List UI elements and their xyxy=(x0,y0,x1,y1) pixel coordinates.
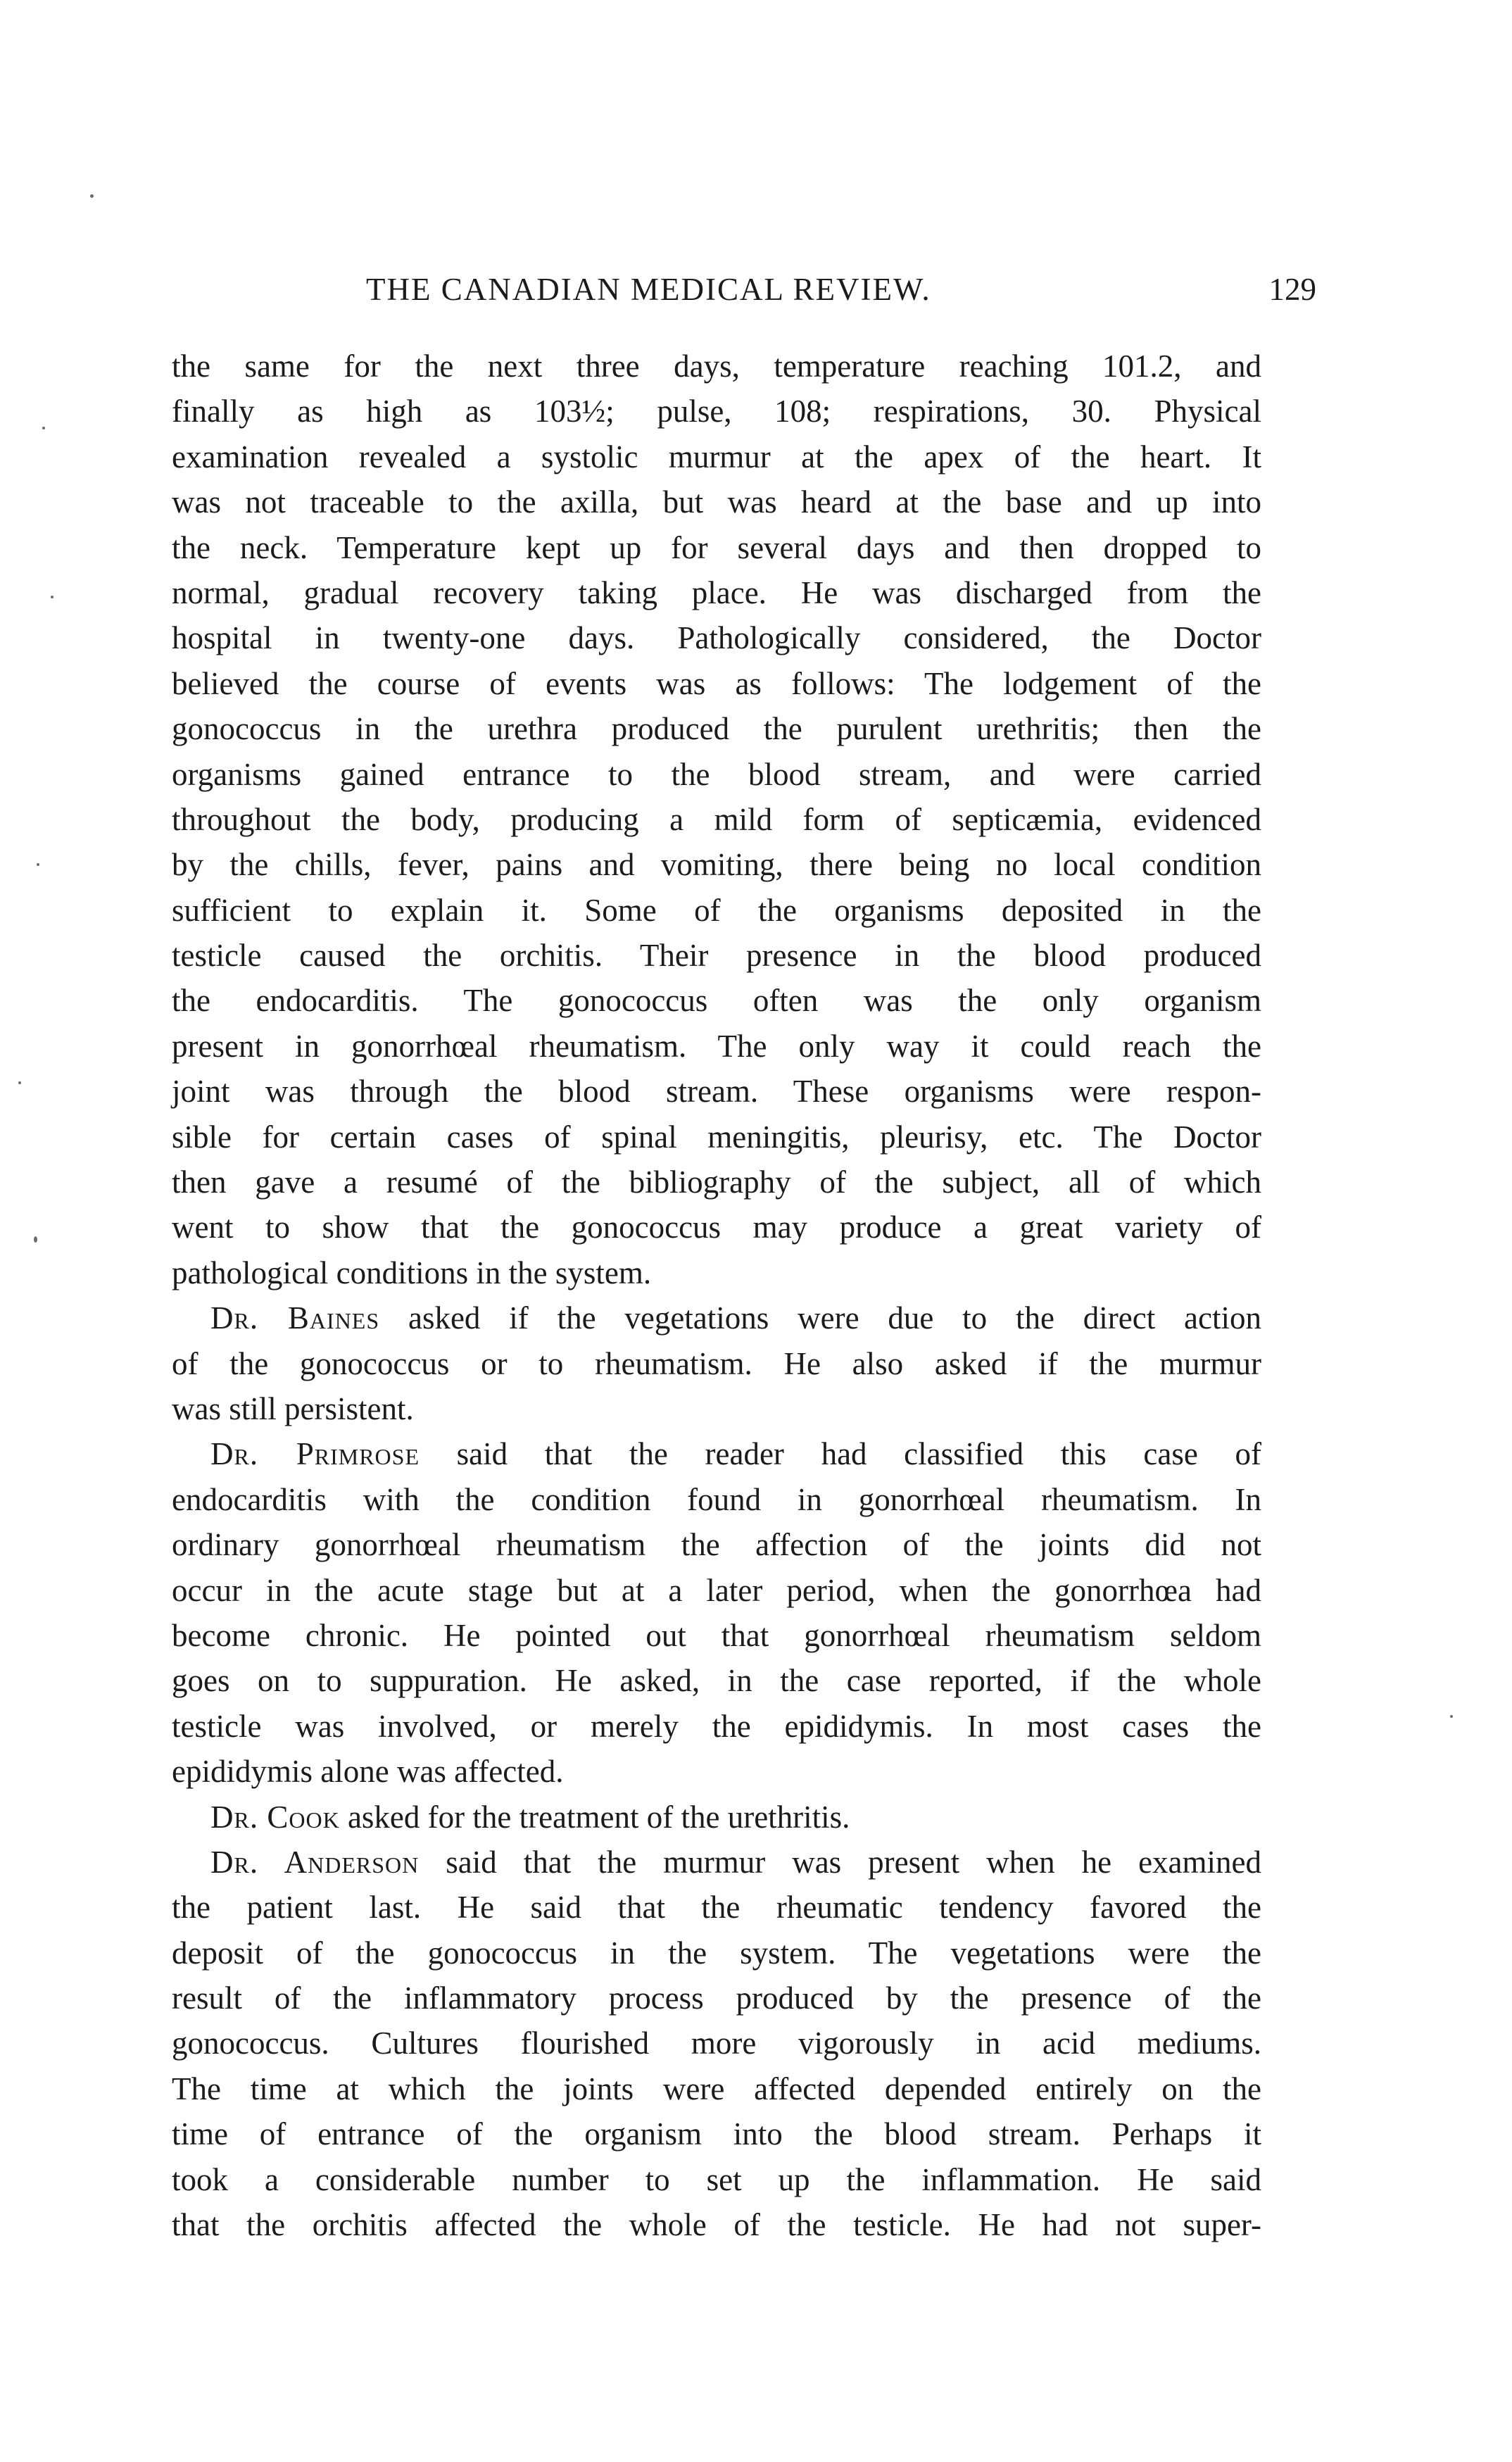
text-line: gonococcus in the urethra produced the purulent urethritis; then the xyxy=(172,711,1261,747)
text-line: organisms gained entrance to the blood stream, and were carried xyxy=(172,756,1261,792)
page-header xyxy=(169,271,1316,313)
paragraph-first-line xyxy=(172,1431,1261,1476)
text-line: ordinary gonorrhœal rheumatism the affection of the joints did not xyxy=(172,1527,1261,1563)
text-line: joint was through the blood stream. These organisms were respon- xyxy=(172,1074,1261,1110)
scan-speck xyxy=(90,194,94,198)
scan-speck xyxy=(18,1081,21,1084)
text-line: the patient last. He said that the rheumatic tendency favored the xyxy=(172,1890,1261,1926)
paragraph-first-line xyxy=(172,1795,1261,1840)
text-line: went to show that the gonococcus may produce a great variety of xyxy=(172,1210,1261,1245)
text-line: believed the course of events was as follows: The lodgement of the xyxy=(172,665,1261,701)
speaker-name: Dr. Baines xyxy=(210,1300,380,1336)
text-run: said that the murmur was present when he examined xyxy=(419,1844,1262,1880)
text-line: occur in the acute stage but at a later period, when the gonorrhœa had xyxy=(172,1572,1261,1608)
text-line: examination revealed a systolic murmur at the apex of the heart. It xyxy=(172,439,1261,475)
text-run: asked for the treatment of the urethritis. xyxy=(339,1799,850,1835)
text-line: endocarditis with the condition found in gonorrhœal rheumatism. In xyxy=(172,1481,1261,1517)
text-line: was still persistent. xyxy=(172,1390,414,1426)
text-line: epididymis alone was affected. xyxy=(172,1754,564,1790)
text-line: finally as high as 103½; pulse, 108; respirations, 30. Physical xyxy=(172,394,1261,429)
scan-speck xyxy=(37,863,39,866)
text-line: of the gonococcus or to rheumatism. He also asked if the murmur xyxy=(172,1345,1261,1381)
text-line: present in gonorrhœal rheumatism. The only way it could reach the xyxy=(172,1028,1261,1064)
page-number: 129 xyxy=(1268,272,1316,307)
text-line: that the orchitis affected the whole of the testicle. He had not super- xyxy=(172,2207,1261,2243)
paragraph-first-line xyxy=(172,1295,1261,1340)
text-line: by the chills, fever, pains and vomiting, there being no local condition xyxy=(172,847,1261,883)
text-run: asked if the vegetations were due to the direct action xyxy=(379,1300,1261,1336)
speaker-name: Dr. Cook xyxy=(210,1799,340,1835)
text-line: then gave a resumé of the bibliography of the subject, all of which xyxy=(172,1164,1261,1200)
text-line: goes on to suppuration. He asked, in the case reported, if the whole xyxy=(172,1663,1261,1699)
text-line: become chronic. He pointed out that gonorrhœal rheumatism seldom xyxy=(172,1617,1261,1653)
text-line: result of the inflammatory process produced by the presence of the xyxy=(172,1980,1261,2016)
text-line: The time at which the joints were affected depended entirely on the xyxy=(172,2071,1261,2106)
text-line: testicle was involved, or merely the epididymis. In most cases the xyxy=(172,1708,1261,1744)
text-line: testicle caused the orchitis. Their presence in the blood produced xyxy=(172,938,1261,974)
scan-speck xyxy=(34,1236,37,1243)
text-line: hospital in twenty-one days. Pathologically considered, the Doctor xyxy=(172,620,1261,656)
paragraph-dr-cook xyxy=(172,1795,1261,1840)
text-line: throughout the body, producing a mild form of septicæmia, evidenced xyxy=(172,801,1261,837)
paragraph-dr-baines xyxy=(172,1295,1261,1431)
speaker-name: Dr. Anderson xyxy=(210,1844,420,1880)
speaker-name: Dr. Primrose xyxy=(210,1436,420,1472)
text-run: said that the reader had classified this case of xyxy=(420,1436,1261,1472)
scan-speck xyxy=(51,596,53,598)
text-line: time of entrance of the organism into the blood stream. Perhaps it xyxy=(172,2116,1261,2152)
text-line: sible for certain cases of spinal meningitis, pleurisy, etc. The Doctor xyxy=(172,1119,1261,1155)
text-line: the endocarditis. The gonococcus often was the only organism xyxy=(172,983,1261,1019)
paragraph-dr-anderson xyxy=(172,1840,1261,2248)
running-head: THE CANADIAN MEDICAL REVIEW. xyxy=(366,272,931,307)
text-line: deposit of the gonococcus in the system. The vegetations were the xyxy=(172,1935,1261,1971)
scan-speck xyxy=(42,427,45,429)
text-line: normal, gradual recovery taking place. He was discharged from the xyxy=(172,574,1261,610)
text-line: the neck. Temperature kept up for several days and then dropped to xyxy=(172,529,1261,565)
text-line: pathological conditions in the system. xyxy=(172,1255,652,1290)
text-line: took a considerable number to set up the inflammation. He said xyxy=(172,2161,1261,2197)
paragraph-case-report xyxy=(172,344,1261,1295)
text-line: was not traceable to the axilla, but was heard at the base and up into xyxy=(172,484,1261,520)
body-text xyxy=(172,344,1261,2247)
scan-speck xyxy=(1450,1715,1453,1718)
paragraph-first-line xyxy=(172,1840,1261,1885)
text-line: gonococcus. Cultures flourished more vigorously in acid mediums. xyxy=(172,2026,1261,2061)
paragraph-dr-primrose xyxy=(172,1431,1261,1794)
text-line: sufficient to explain it. Some of the organisms deposited in the xyxy=(172,892,1261,928)
text-line: the same for the next three days, temperature reaching 101.2, and xyxy=(172,348,1261,384)
